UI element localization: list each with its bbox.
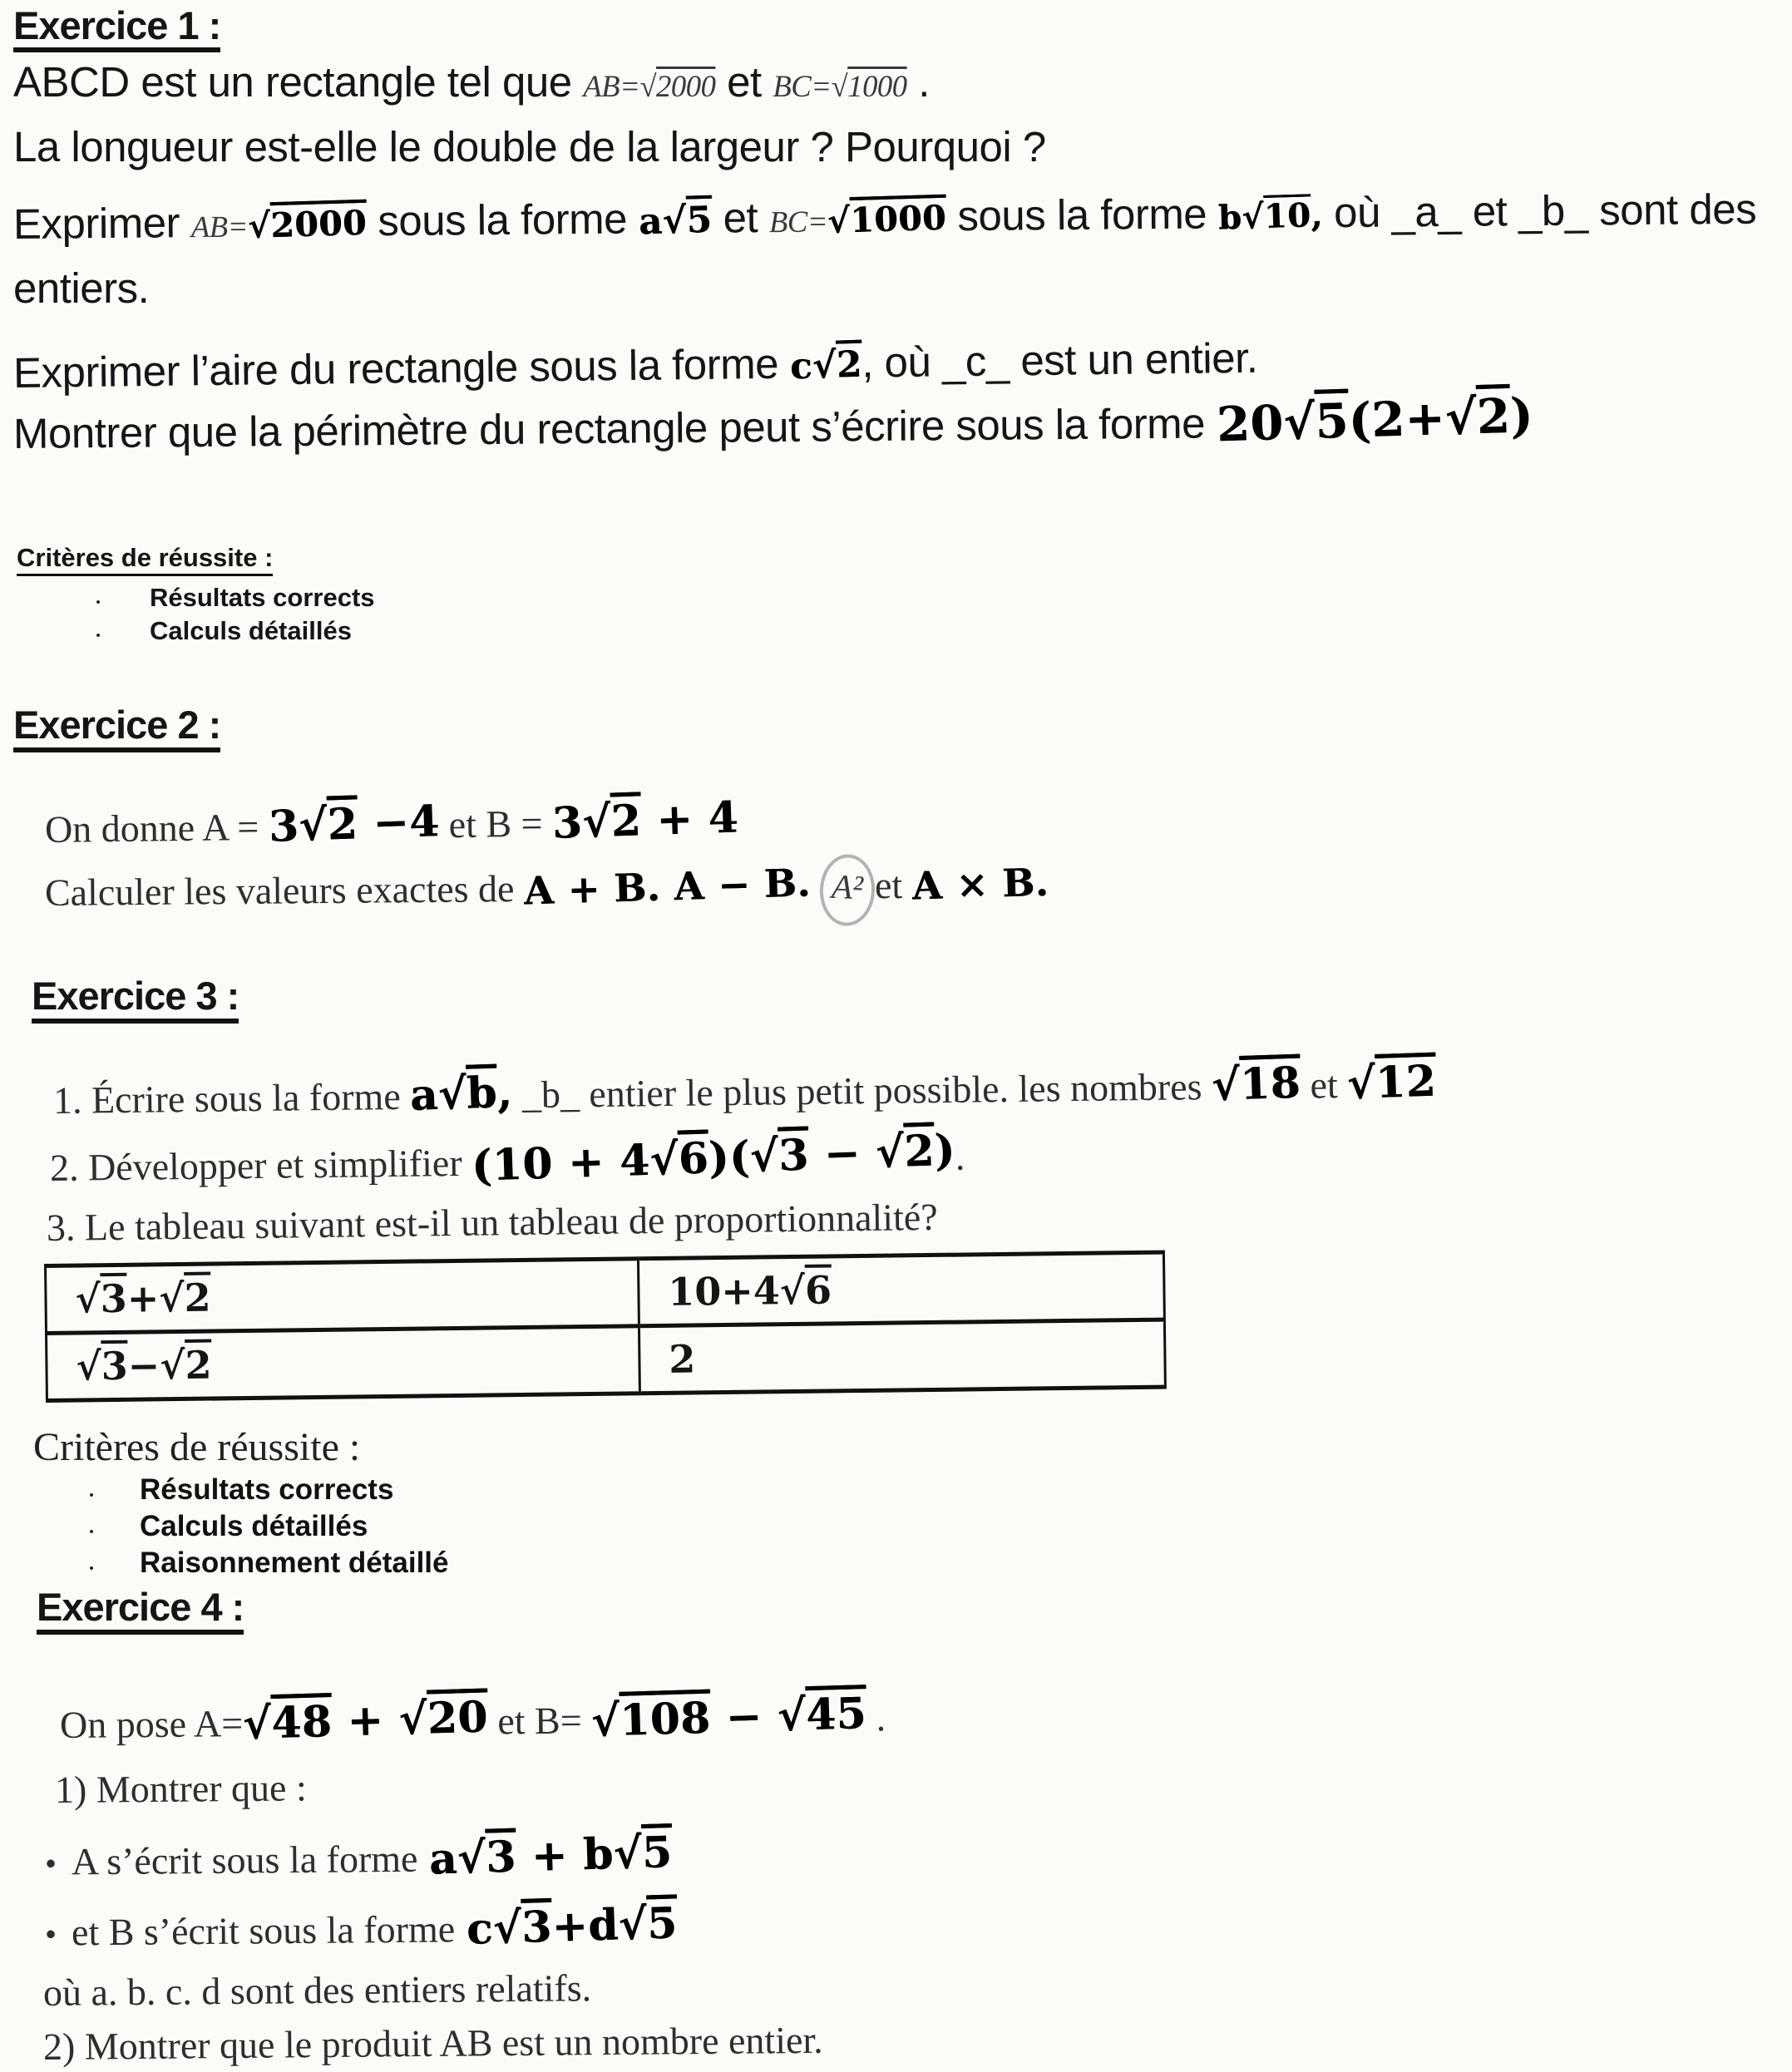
ex4-text: et B s’écrit sous la forme bbox=[71, 1907, 456, 1953]
ex1-text: Exprimer bbox=[12, 199, 191, 248]
sqrt-radical: √5 bbox=[613, 1827, 674, 1879]
criteria-item: Raisonnement détaillé bbox=[140, 1547, 449, 1580]
list-item bbox=[13, 1473, 1780, 1507]
ex1-text: , où _c_ est un entier. bbox=[861, 333, 1258, 387]
ex2-text: et B = bbox=[438, 802, 553, 846]
sqrt-radical: √5 bbox=[617, 1897, 679, 1951]
ex4-hand-form-A: a√3 + b√5 bbox=[428, 1827, 674, 1885]
ex3-text: . bbox=[955, 1135, 965, 1178]
sqrt-radical: √45 bbox=[777, 1688, 867, 1742]
ex2-text: et bbox=[874, 863, 912, 906]
ex3-item-3: 3. Le tableau suivant est-il un tableau de proportionnalité? bbox=[46, 1195, 938, 1249]
exercise-3-heading: Exercice 3 : bbox=[32, 975, 239, 1023]
ex1-hand-c-sqrt2: c√2 bbox=[788, 343, 863, 388]
criteria-2-title: Critères de réussite : bbox=[33, 1425, 361, 1470]
ex1-text: Montrer que la périmètre du rectangle peut s’écrire sous la forme bbox=[12, 399, 1217, 457]
ex4-line-integers: où a. b. c. d sont des entiers relatifs. bbox=[42, 1966, 592, 2014]
spacer bbox=[13, 1403, 1780, 1424]
ex1-hand-b-sqrt10: b√10, bbox=[1217, 195, 1324, 238]
ex3-item-2 bbox=[50, 1117, 1781, 1194]
criteria-item: Résultats corrects bbox=[140, 1473, 394, 1507]
ex1-text: ABCD est un rectangle tel que bbox=[13, 58, 584, 106]
ex3-hand-sqrt12 bbox=[1346, 1053, 1437, 1112]
list-item bbox=[13, 1510, 1780, 1543]
table-cell-r1c2: 10+4√6 bbox=[638, 1253, 1164, 1327]
ex1-line-statement bbox=[13, 54, 1780, 110]
ex4-text: A s’écrit sous la forme bbox=[71, 1837, 418, 1882]
ex3-text: et bbox=[1300, 1063, 1348, 1107]
ex3-text: 1. Écrire sous la forme bbox=[52, 1074, 411, 1122]
ex4-bullet-A bbox=[13, 1818, 1781, 1889]
ex2-hand-A: 3√2 −4 bbox=[267, 796, 441, 852]
criteria-item: Calculs détaillés bbox=[150, 616, 352, 646]
criteria-item: Calculs détaillés bbox=[140, 1510, 368, 1543]
bullet-icon: • bbox=[89, 1562, 94, 1576]
sqrt-radical: √3 bbox=[457, 1832, 517, 1884]
ex1-text: . bbox=[906, 58, 930, 106]
sqrt-radical: √2 bbox=[581, 795, 643, 848]
ex1-hand-sqrt1000 bbox=[827, 196, 946, 244]
ex1-text: et bbox=[715, 58, 773, 106]
ex3-hand-sqrt18 bbox=[1211, 1055, 1301, 1113]
ex1-line-entiers: entiers. bbox=[13, 264, 150, 313]
sqrt-radical: √2 bbox=[158, 1275, 211, 1321]
sqrt-radical: √2 bbox=[1444, 387, 1511, 446]
ex4-text: et B= bbox=[487, 1699, 592, 1743]
ex1-hand-a-sqrt5: a√5 bbox=[637, 198, 713, 244]
sqrt-radical: √48 bbox=[242, 1696, 333, 1749]
sqrt-radical: √2 bbox=[159, 1343, 212, 1389]
ex4-line-product: 2) Montrer que le produit AB est un nombre entier. bbox=[42, 2019, 823, 2069]
table-row bbox=[46, 1320, 1165, 1401]
table-cell-r2c1: √3−√2 bbox=[46, 1326, 639, 1401]
ex2-A-squared: A² bbox=[831, 866, 865, 906]
ex4-hand-A: √48 + √20 bbox=[242, 1692, 489, 1749]
exercise-4-heading: Exercice 4 : bbox=[37, 1586, 244, 1634]
list-item bbox=[13, 1547, 1780, 1580]
ex1-text: et bbox=[711, 194, 770, 242]
ex2-text: On donne A = bbox=[44, 805, 269, 851]
sqrt-radical: √2 bbox=[875, 1126, 935, 1178]
sqrt-radical: √2000 bbox=[639, 69, 716, 104]
ex1-text: sous la forme bbox=[366, 195, 639, 245]
sqrt-radical: √10 bbox=[1241, 196, 1311, 237]
bullet-icon: • bbox=[44, 1844, 57, 1882]
ex1-math-ab: AB=√2000 bbox=[583, 69, 716, 104]
sqrt-radical: √12 bbox=[1346, 1056, 1438, 1109]
ex1-text: où _a_ et _b_ sont des bbox=[1322, 185, 1757, 237]
spacer bbox=[13, 649, 1780, 704]
sqrt-radical: √6 bbox=[779, 1267, 832, 1314]
ex1-text: Exprimer l’aire du rectangle sous la forme bbox=[12, 339, 791, 397]
sqrt-radical: √2 bbox=[811, 343, 863, 387]
ex3-text: _b_ entier le plus petit possible. les nombres bbox=[512, 1064, 1212, 1116]
ex1-math-bc: BC=√1000 bbox=[773, 69, 907, 104]
ex2-line-compute bbox=[45, 846, 1781, 932]
ex1-math-ab-label: AB= bbox=[190, 209, 249, 244]
ex1-line-exprimer bbox=[13, 180, 1781, 252]
spacer bbox=[13, 932, 1780, 975]
ex3-hand-product-expr: (10 + 4√6)(√3 − √2) bbox=[471, 1125, 956, 1191]
sqrt-radical: √3 bbox=[76, 1344, 129, 1390]
criteria-1-title: Critères de réussite : bbox=[17, 543, 273, 576]
ex4-line-montrer: 1) Montrer que : bbox=[54, 1766, 307, 1811]
bullet-icon: • bbox=[96, 629, 101, 644]
sqrt-radical: √3 bbox=[492, 1902, 553, 1954]
ex2-circled-A-squared bbox=[818, 853, 876, 927]
bullet-icon: • bbox=[96, 596, 101, 610]
spacer bbox=[13, 463, 1780, 543]
exercise-2-heading: Exercice 2 : bbox=[13, 704, 220, 752]
ex2-hand-B: 3√2 + 4 bbox=[551, 792, 739, 849]
ex4-bullet-B bbox=[13, 1888, 1781, 1960]
sqrt-radical: √1000 bbox=[831, 69, 907, 104]
ex1-text: sous la forme bbox=[945, 190, 1219, 240]
ex4-text: On pose A= bbox=[59, 1701, 244, 1746]
sqrt-radical: √3 bbox=[75, 1276, 128, 1323]
bullet-icon: • bbox=[44, 1915, 57, 1953]
ex3-text: 2. Développer et simplifier bbox=[49, 1141, 472, 1189]
table-cell-r2c2: 2 bbox=[639, 1320, 1165, 1394]
criteria-1-list bbox=[13, 583, 1780, 646]
sqrt-radical: √20 bbox=[397, 1692, 489, 1745]
exercise-1-heading: Exercice 1 : bbox=[13, 5, 220, 52]
ex1-math-bc-label: BC= bbox=[768, 204, 828, 239]
sqrt-radical: √1000 bbox=[827, 197, 947, 241]
bullet-icon: • bbox=[89, 1489, 94, 1503]
ex4-hand-form-B: c√3+d√5 bbox=[466, 1897, 679, 1955]
sqrt-radical: √5 bbox=[1282, 392, 1350, 451]
ex2-hand-sums: A + B. A − B. bbox=[523, 859, 812, 914]
criteria-2-list bbox=[13, 1473, 1780, 1580]
sqrt-radical: √5 bbox=[661, 198, 713, 243]
proportionality-table bbox=[44, 1251, 1167, 1403]
ex4-text: . bbox=[866, 1696, 886, 1739]
ex4-hand-B: √108 − √45 bbox=[590, 1688, 867, 1747]
table-cell-r1c1: √3+√2 bbox=[46, 1259, 639, 1334]
sqrt-radical: √3 bbox=[748, 1130, 810, 1182]
sqrt-radical: √6 bbox=[649, 1133, 710, 1186]
ex2-hand-product: A × B. bbox=[911, 859, 1049, 909]
criteria-item: Résultats corrects bbox=[150, 583, 375, 613]
list-item bbox=[13, 616, 1780, 646]
sqrt-radical: √18 bbox=[1210, 1058, 1301, 1111]
ex1-hand-perimeter-form: 20√5(2+√2) bbox=[1215, 387, 1534, 453]
success-criteria-2 bbox=[13, 1424, 1780, 1580]
ex2-text: Calculer les valeurs exactes de bbox=[44, 866, 525, 914]
bullet-icon: • bbox=[89, 1526, 94, 1540]
sqrt-radical: √2000 bbox=[247, 202, 368, 246]
ex1-line-question: La longueur est-elle le double de la largeur ? Pourquoi ? bbox=[13, 122, 1046, 170]
list-item bbox=[13, 583, 1780, 613]
ex3-hand-a-sqrt-b: a√b, bbox=[409, 1067, 514, 1121]
sqrt-radical: √2 bbox=[298, 798, 358, 851]
sqrt-radical: √b bbox=[437, 1068, 498, 1120]
sqrt-radical: √108 bbox=[590, 1693, 712, 1747]
ex1-hand-sqrt2000 bbox=[247, 201, 367, 249]
success-criteria-1 bbox=[13, 543, 1780, 646]
